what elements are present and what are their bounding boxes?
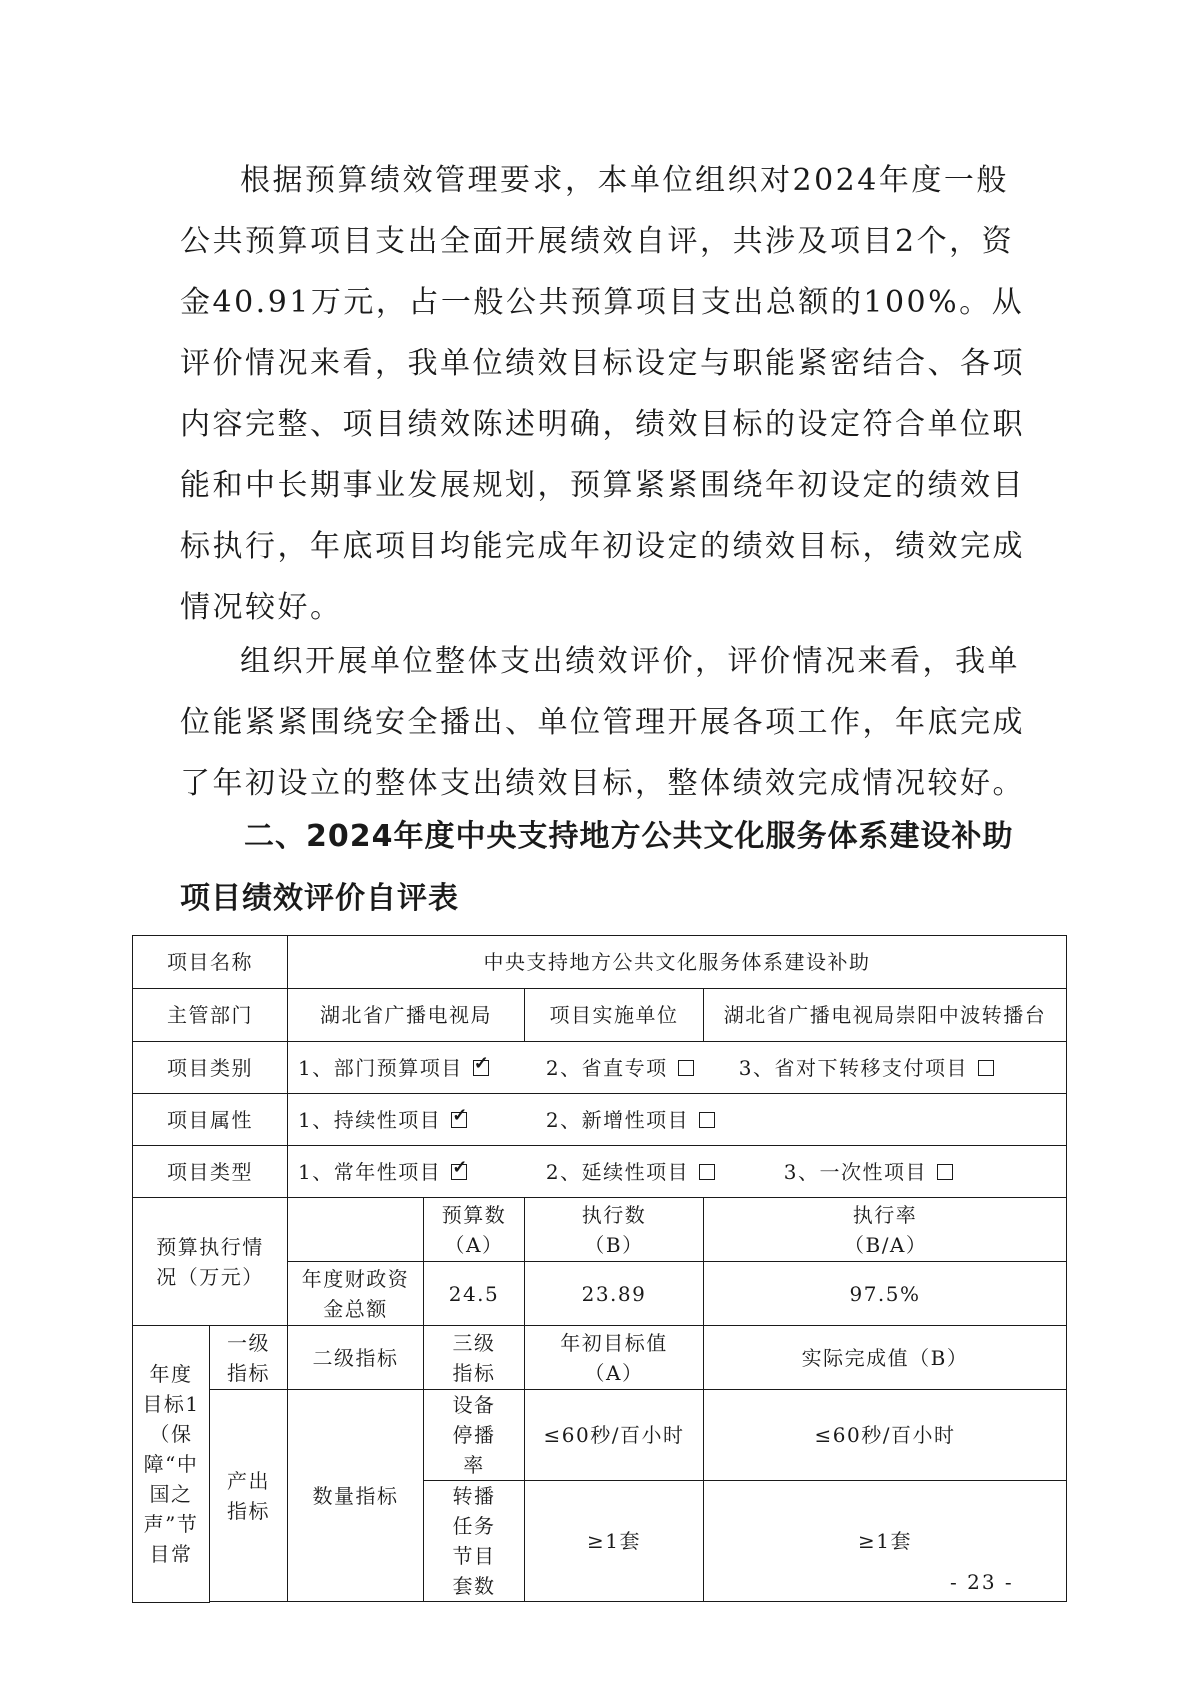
target-header: 年初目标值（A） [525, 1326, 704, 1390]
attr-label: 项目属性 [133, 1094, 288, 1146]
level1-header: 一级指标 [210, 1326, 288, 1390]
dept-value: 湖北省广播电视局 [288, 989, 525, 1042]
checked-box-icon [451, 1164, 467, 1180]
text-line: 情况较好。 [180, 590, 343, 625]
option-label: 1、持续性项目 [298, 1107, 442, 1132]
type-label: 项目类型 [133, 1146, 288, 1198]
option-label: 2、延续性项目 [545, 1159, 690, 1184]
checkbox-icon [978, 1060, 994, 1076]
attr-options [288, 1094, 1067, 1146]
annual-goal-label: 年度目标1（保障“中国之声”节目常 [133, 1326, 210, 1603]
intro-paragraph [180, 150, 1025, 638]
text-line: 金40.91万元，占一般公共预算项目支出总额的100%。从 [180, 285, 1025, 320]
text-line: 了年初设立的整体支出绩效目标，整体绩效完成情况较好。 [180, 766, 1025, 801]
heading-line: 项目绩效评价自评表 [180, 881, 459, 916]
text-line: 标执行，年底项目均能完成年初设定的绩效目标，绩效完成 [180, 529, 1025, 564]
category-options [288, 1042, 1067, 1094]
checkbox-icon [699, 1164, 715, 1180]
option-label: 3、一次性项目 [783, 1159, 927, 1184]
text-line: 公共预算项目支出全面开展绩效自评，共涉及项目2个，资 [180, 224, 1015, 259]
option-label: 2、新增性项目 [545, 1107, 690, 1132]
level2-header: 二级指标 [288, 1326, 424, 1390]
checked-box-icon [451, 1112, 467, 1128]
dept-label: 主管部门 [133, 989, 288, 1042]
spacer [210, 1602, 1067, 1603]
metric-target: ≤60秒/百小时 [525, 1390, 704, 1481]
evaluation-table [132, 935, 1067, 1603]
text-line: 位能紧紧围绕安全播出、单位管理开展各项工作，年底完成 [180, 705, 1025, 740]
text-line: 根据预算绩效管理要求，本单位组织对2024年度一般 [240, 163, 1009, 198]
project-name-value: 中央支持地方公共文化服务体系建设补助 [288, 936, 1067, 989]
actual-header: 实际完成值（B） [704, 1326, 1067, 1390]
text-line: 能和中长期事业发展规划，预算紧紧围绕年初设定的绩效目 [180, 468, 1025, 503]
checkbox-icon [699, 1112, 715, 1128]
metric-name: 设备停播率 [424, 1390, 525, 1481]
metric-name: 转播任务节目套数 [424, 1481, 525, 1602]
budget-label: 预算执行情况（万元） [133, 1198, 288, 1326]
option-label: 2、省直专项 [545, 1055, 668, 1080]
budget-b-value: 23.89 [525, 1262, 704, 1326]
budget-b-header: 执行数（B） [525, 1198, 704, 1262]
quantity-label: 数量指标 [288, 1390, 424, 1602]
impl-label: 项目实施单位 [525, 989, 704, 1042]
budget-row-label: 年度财政资金总额 [288, 1262, 424, 1326]
text-line: 内容完整、项目绩效陈述明确，绩效目标的设定符合单位职 [180, 407, 1025, 442]
option-label: 1、常年性项目 [298, 1159, 442, 1184]
budget-rate-header: 执行率（B/A） [704, 1198, 1067, 1262]
impl-value: 湖北省广播电视局崇阳中波转播台 [704, 989, 1067, 1042]
empty-cell [288, 1198, 424, 1262]
page-number: - 23 - [950, 1570, 1014, 1594]
budget-rate-value: 97.5% [704, 1262, 1067, 1326]
checkbox-icon [937, 1164, 953, 1180]
category-label: 项目类别 [133, 1042, 288, 1094]
budget-a-header: 预算数（A） [424, 1198, 525, 1262]
option-label: 1、部门预算项目 [298, 1055, 463, 1080]
checkbox-icon [678, 1060, 694, 1076]
text-line: 组织开展单位整体支出绩效评价，评价情况来看，我单 [240, 644, 1020, 679]
project-name-label: 项目名称 [133, 936, 288, 989]
heading-line: 二、2024年度中央支持地方公共文化服务体系建设补助 [244, 819, 1014, 854]
metric-target: ≥1套 [525, 1481, 704, 1602]
budget-a-value: 24.5 [424, 1262, 525, 1326]
checked-box-icon [473, 1060, 489, 1076]
summary-paragraph [180, 631, 1025, 814]
option-label: 3、省对下转移支付项目 [738, 1055, 968, 1080]
type-options [288, 1146, 1067, 1198]
text-line: 评价情况来看，我单位绩效目标设定与职能紧密结合、各项 [180, 346, 1025, 381]
section-heading [180, 806, 1012, 930]
level3-header: 三级指标 [424, 1326, 525, 1390]
metric-actual: ≥1套 [704, 1481, 1067, 1602]
metric-actual: ≤60秒/百小时 [704, 1390, 1067, 1481]
output-label: 产出指标 [210, 1390, 288, 1602]
